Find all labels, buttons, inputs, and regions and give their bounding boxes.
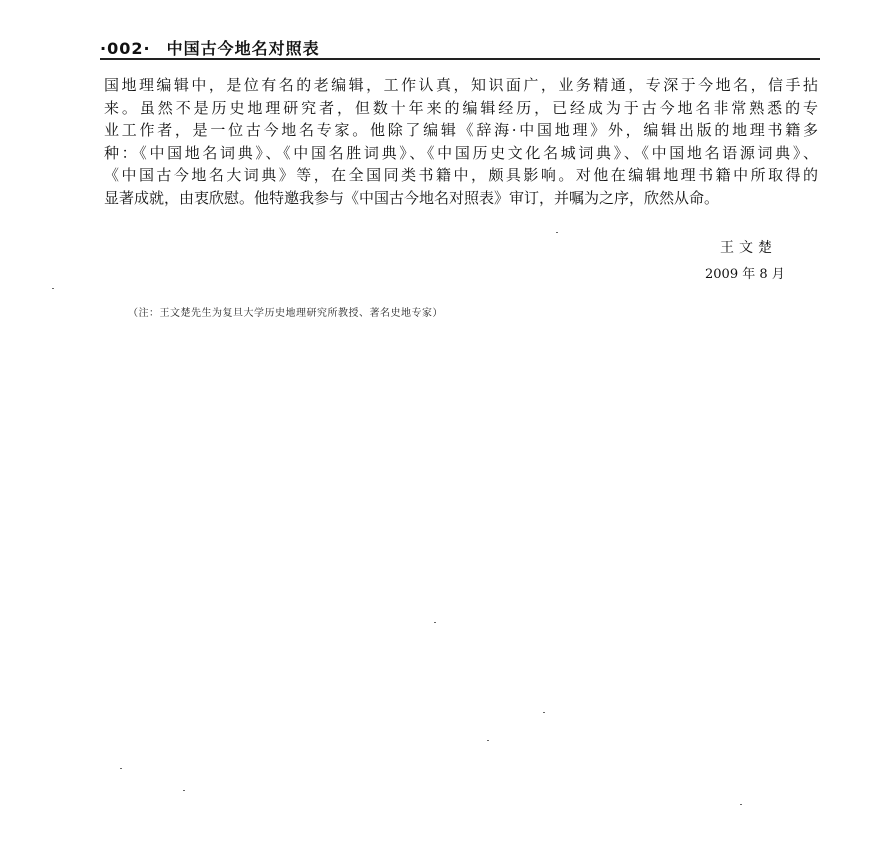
running-header [100,36,820,60]
text-line: 《中国古今地名大词典》等，在全国同类书籍中，颇具影响。对他在编辑地理书籍中所取得的 [104,166,818,185]
author-signature: 王文楚 [720,240,777,256]
text-line: 国地理编辑中，是位有名的老编辑，工作认真，知识面广，业务精通，专深于今地名，信手拈 [104,76,818,94]
scan-speck [487,740,489,741]
scan-speck [543,712,545,713]
book-title: 中国古今地名对照表 [166,39,320,58]
scan-speck [434,622,436,623]
scan-speck [556,232,558,233]
scan-speck [52,288,54,289]
page-number: ·002· [100,39,151,58]
text-line: 业工作者，是一位古今地名专家。他除了编辑《辞海·中国地理》外，编辑出版的地理书籍多 [104,121,818,140]
scan-speck [120,768,122,769]
scan-speck [183,790,185,791]
scan-speck [740,804,742,805]
text-line: 种：《中国地名词典》、《中国名胜词典》、《中国历史文化名城词典》、《中国地名语源词典》、 [104,143,818,162]
signature-date: 2009 年 8 月 [705,267,785,282]
body-paragraph [104,74,818,210]
text-line: 来。虽然不是历史地理研究者，但数十年来的编辑经历，已经成为于古今地名非常熟悉的专 [104,98,818,117]
header-rule [100,58,820,60]
author-note: （注：王文楚先生为复旦大学历史地理研究所教授、著名史地专家） [128,308,443,319]
text-line: 显著成就，由衷欣慰。他特邀我参与《中国古今地名对照表》审订，并嘱为之序，欣然从命。 [104,188,720,207]
